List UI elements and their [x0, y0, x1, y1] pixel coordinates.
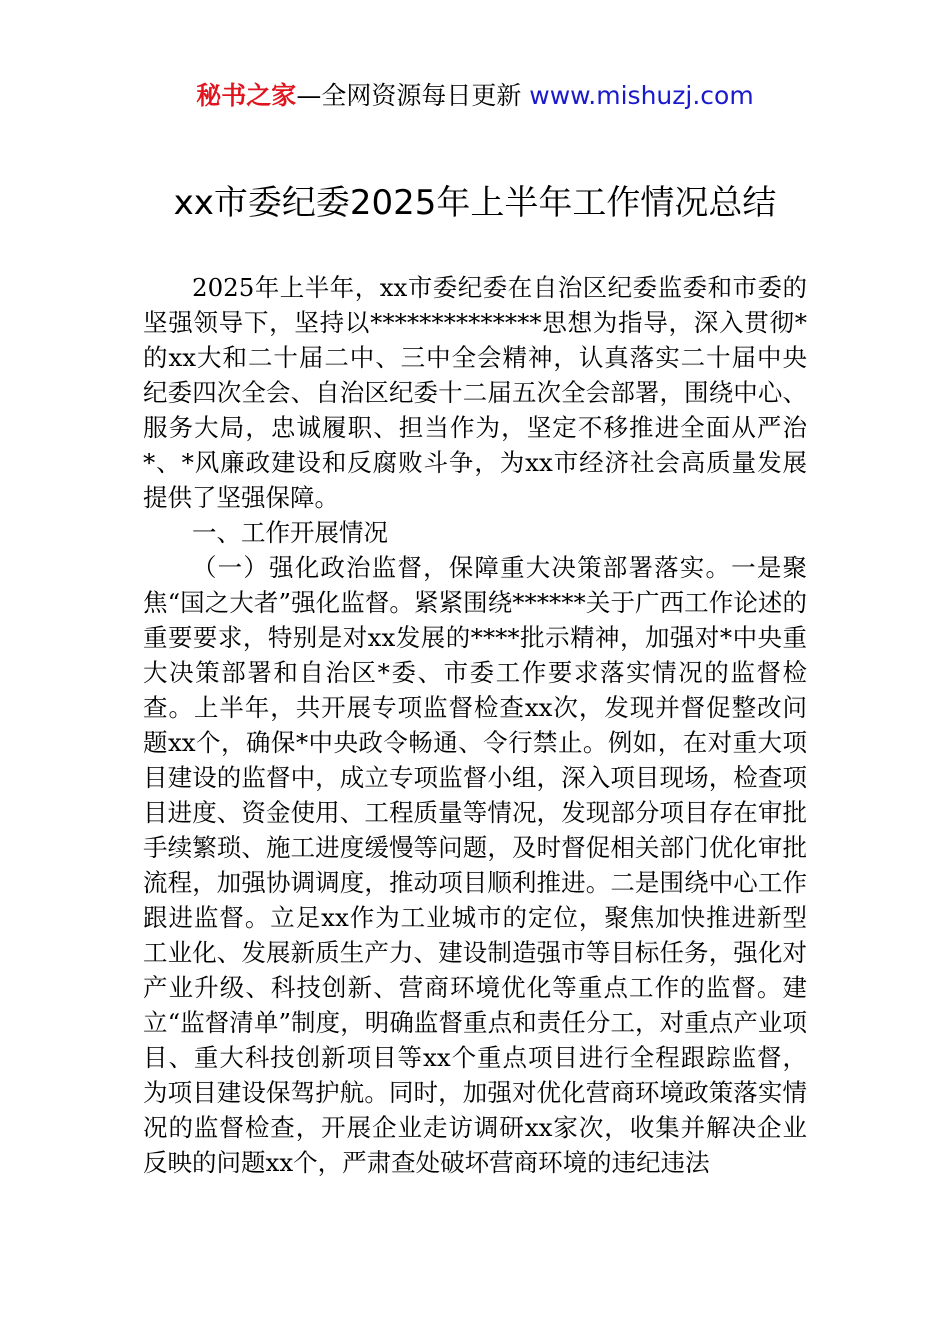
document-body	[143, 270, 807, 1180]
section-heading: 一、工作开展情况	[192, 518, 388, 547]
site-url-link[interactable]: www.mishuzj.com	[529, 81, 754, 110]
intro-paragraph: 2025年上半年，xx市委纪委在自治区纪委监委和市委的坚强领导下，坚持以**************思想为指导，深入贯彻*的xx大和二十届二中、三中全会精神，认真落实二十届中央纪委四次全会、自治区纪委十二届五次全会部署，围绕中心、服务大局，忠诚履职、担当作为，坚定不移推进全面从严治*、*风廉政建设和反腐败斗争，为xx市经济社会高质量发展提供了坚强保障。	[143, 273, 807, 512]
site-brand: 秘书之家	[196, 81, 297, 110]
document-title: xx市委纪委2025年上半年工作情况总结	[173, 183, 777, 223]
site-tagline: —全网资源每日更新	[296, 81, 530, 110]
body-paragraph: （一）强化政治监督，保障重大决策部署落实。一是聚焦“国之大者”强化监督。紧紧围绕******关于广西工作论述的重要要求，特别是对xx发展的****批示精神，加强对*中央重大决策部署和自治区*委、市委工作要求落实情况的监督检查。上半年，共开展专项监督检查xx次，发现并督促整改问题xx个，确保*中央政令畅通、令行禁止。例如，在对重大项目建设的监督中，成立专项监督小组，深入项目现场，检查项目进度、资金使用、工程质量等情况，发现部分项目存在审批手续繁琐、施工进度缓慢等问题，及时督促相关部门优化审批流程，加强协调调度，推动项目顺利推进。二是围绕中心工作跟进监督。立足xx作为工业城市的定位，聚焦加快推进新型工业化、发展新质生产力、建设制造强市等目标任务，强化对产业升级、科技创新、营商环境优化等重点工作的监督。建立“监督清单”制度，明确监督重点和责任分工，对重点产业项目、重大科技创新项目等xx个重点项目进行全程跟踪监督，为项目建设保驾护航。同时，加强对优化营商环境政策落实情况的监督检查，开展企业走访调研xx家次，收集并解决企业反映的问题xx个，严肃查处破坏营商环境的违纪违法	[143, 553, 807, 1177]
site-header	[0, 80, 950, 112]
